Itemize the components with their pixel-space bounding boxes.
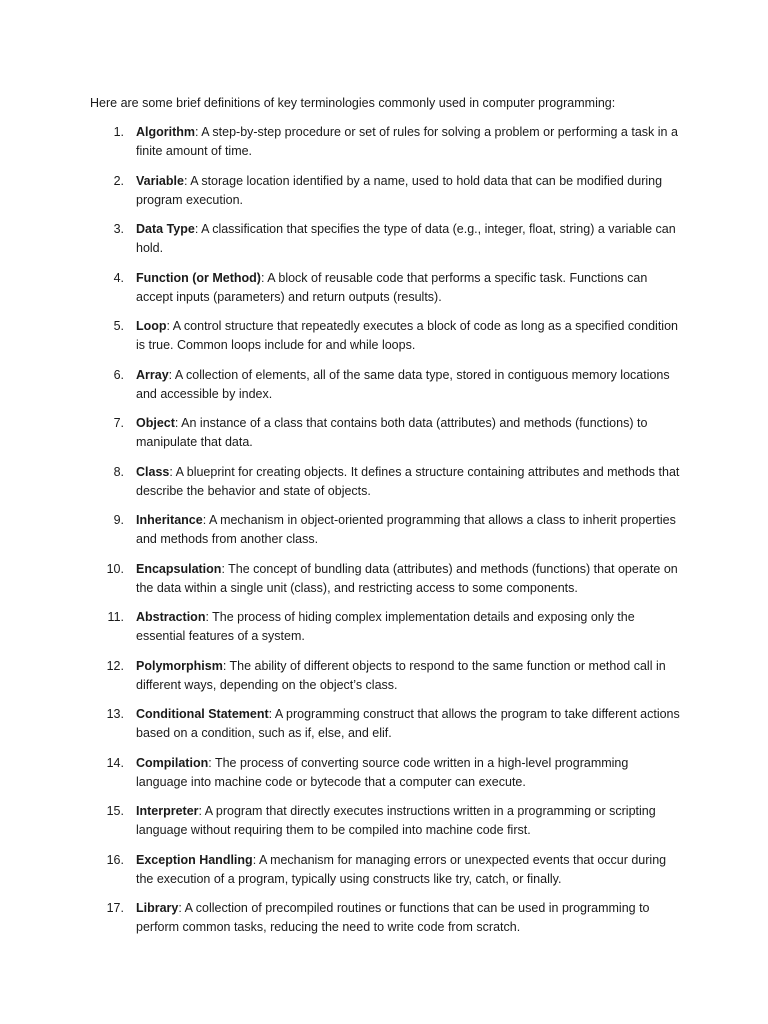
term-number: 9. [113, 513, 124, 527]
term-item [90, 220, 680, 258]
term-number: 16. [106, 852, 124, 867]
term-item [90, 802, 680, 840]
term-number: 8. [113, 464, 124, 479]
term-item [90, 317, 680, 355]
term-definition: : The process of hiding complex implementation details and exposing only the essential features of a system. [136, 610, 635, 643]
term-definition: : A classification that specifies the type of data (e.g., integer, float, string) a variable can hold. [136, 222, 676, 255]
term-item [90, 511, 680, 549]
term-name: Compilation [136, 755, 209, 770]
term-name: Array [136, 367, 169, 382]
term-number: 6. [113, 367, 124, 382]
term-number: 1. [113, 125, 124, 139]
term-item [90, 851, 680, 889]
term-name: Class [136, 464, 170, 479]
term-name: Loop [136, 319, 167, 333]
term-number: 2. [113, 173, 124, 188]
term-definition: : A control structure that repeatedly executes a block of code as long as a specified condition is true. Common loops include for and while loops. [136, 319, 678, 352]
term-definition: : An instance of a class that contains both data (attributes) and methods (functions) to manipulate that data. [136, 416, 648, 449]
term-name: Encapsulation [136, 561, 222, 576]
term-definition: : A collection of elements, all of the same data type, stored in contiguous memory locations and accessible by index. [136, 367, 670, 401]
term-item [90, 657, 680, 695]
term-name: Variable [136, 173, 184, 188]
term-number: 14. [106, 755, 124, 770]
term-item [90, 608, 680, 646]
term-item [90, 172, 680, 210]
term-number: 5. [113, 319, 124, 333]
term-definition: : The process of converting source code written in a high-level programming language into machine code or bytecode that a computer can execute. [136, 755, 629, 789]
term-name: Abstraction [136, 610, 206, 624]
term-item [90, 269, 680, 307]
term-number: 3. [113, 222, 124, 236]
term-item [90, 705, 680, 743]
term-item [90, 463, 680, 501]
term-item [90, 123, 680, 161]
term-number: 11. [107, 610, 124, 624]
term-name: Function (or Method) [136, 270, 261, 285]
term-definition: : A mechanism in object-oriented programming that allows a class to inherit properties and methods from another class. [136, 513, 676, 546]
term-definition: : A program that directly executes instructions written in a programming or scripting language without requiring them to be compiled into machine code first. [136, 804, 656, 837]
term-name: Conditional Statement [136, 707, 269, 721]
term-number: 10. [106, 561, 124, 576]
term-definition: : A storage location identified by a name, used to hold data that can be modified during program execution. [136, 173, 663, 207]
term-definition: : A step-by-step procedure or set of rules for solving a problem or performing a task in a finite amount of time. [136, 125, 678, 158]
term-number: 15. [106, 804, 124, 818]
term-definition: : A mechanism for managing errors or unexpected events that occur during the execution of a program, typically using constructs like try, catch, or finally. [136, 852, 667, 886]
term-item [90, 366, 680, 404]
term-definition: : A programming construct that allows the program to take different actions based on a condition, such as if, else, and elif. [136, 707, 680, 740]
term-name: Algorithm [136, 125, 196, 139]
term-number: 12. [106, 658, 124, 673]
term-item [90, 899, 680, 937]
term-number: 4. [113, 270, 124, 285]
term-definition: : The ability of different objects to respond to the same function or method call in different ways, depending on the object’s class. [136, 658, 666, 692]
term-name: Interpreter [136, 804, 199, 818]
term-item [90, 754, 680, 792]
term-name: Exception Handling [136, 852, 253, 867]
term-name: Object [136, 416, 175, 430]
term-name: Inheritance [136, 513, 203, 527]
term-definition: : A block of reusable code that performs a specific task. Functions can accept inputs (parameters) and return outputs (results). [136, 270, 648, 304]
term-name: Data Type [136, 222, 195, 236]
term-definition: : A collection of precompiled routines or functions that can be used in programming to perform common tasks, reducing the need to write code from scratch. [136, 901, 650, 934]
term-number: 17. [106, 901, 124, 915]
term-item [90, 560, 680, 598]
intro-paragraph: Here are some brief definitions of key terminologies commonly used in computer programming: [90, 96, 616, 110]
term-number: 13. [106, 707, 124, 721]
term-definition: : The concept of bundling data (attributes) and methods (functions) that operate on the data within a single unit (class), and restricting access to some components. [136, 561, 678, 595]
term-number: 7. [113, 416, 124, 430]
term-definition: : A blueprint for creating objects. It defines a structure containing attributes and methods that describe the behavior and state of objects. [136, 464, 680, 498]
term-name: Library [136, 901, 179, 915]
term-item [90, 414, 680, 452]
term-name: Polymorphism [136, 658, 223, 673]
terms-list [90, 123, 680, 937]
